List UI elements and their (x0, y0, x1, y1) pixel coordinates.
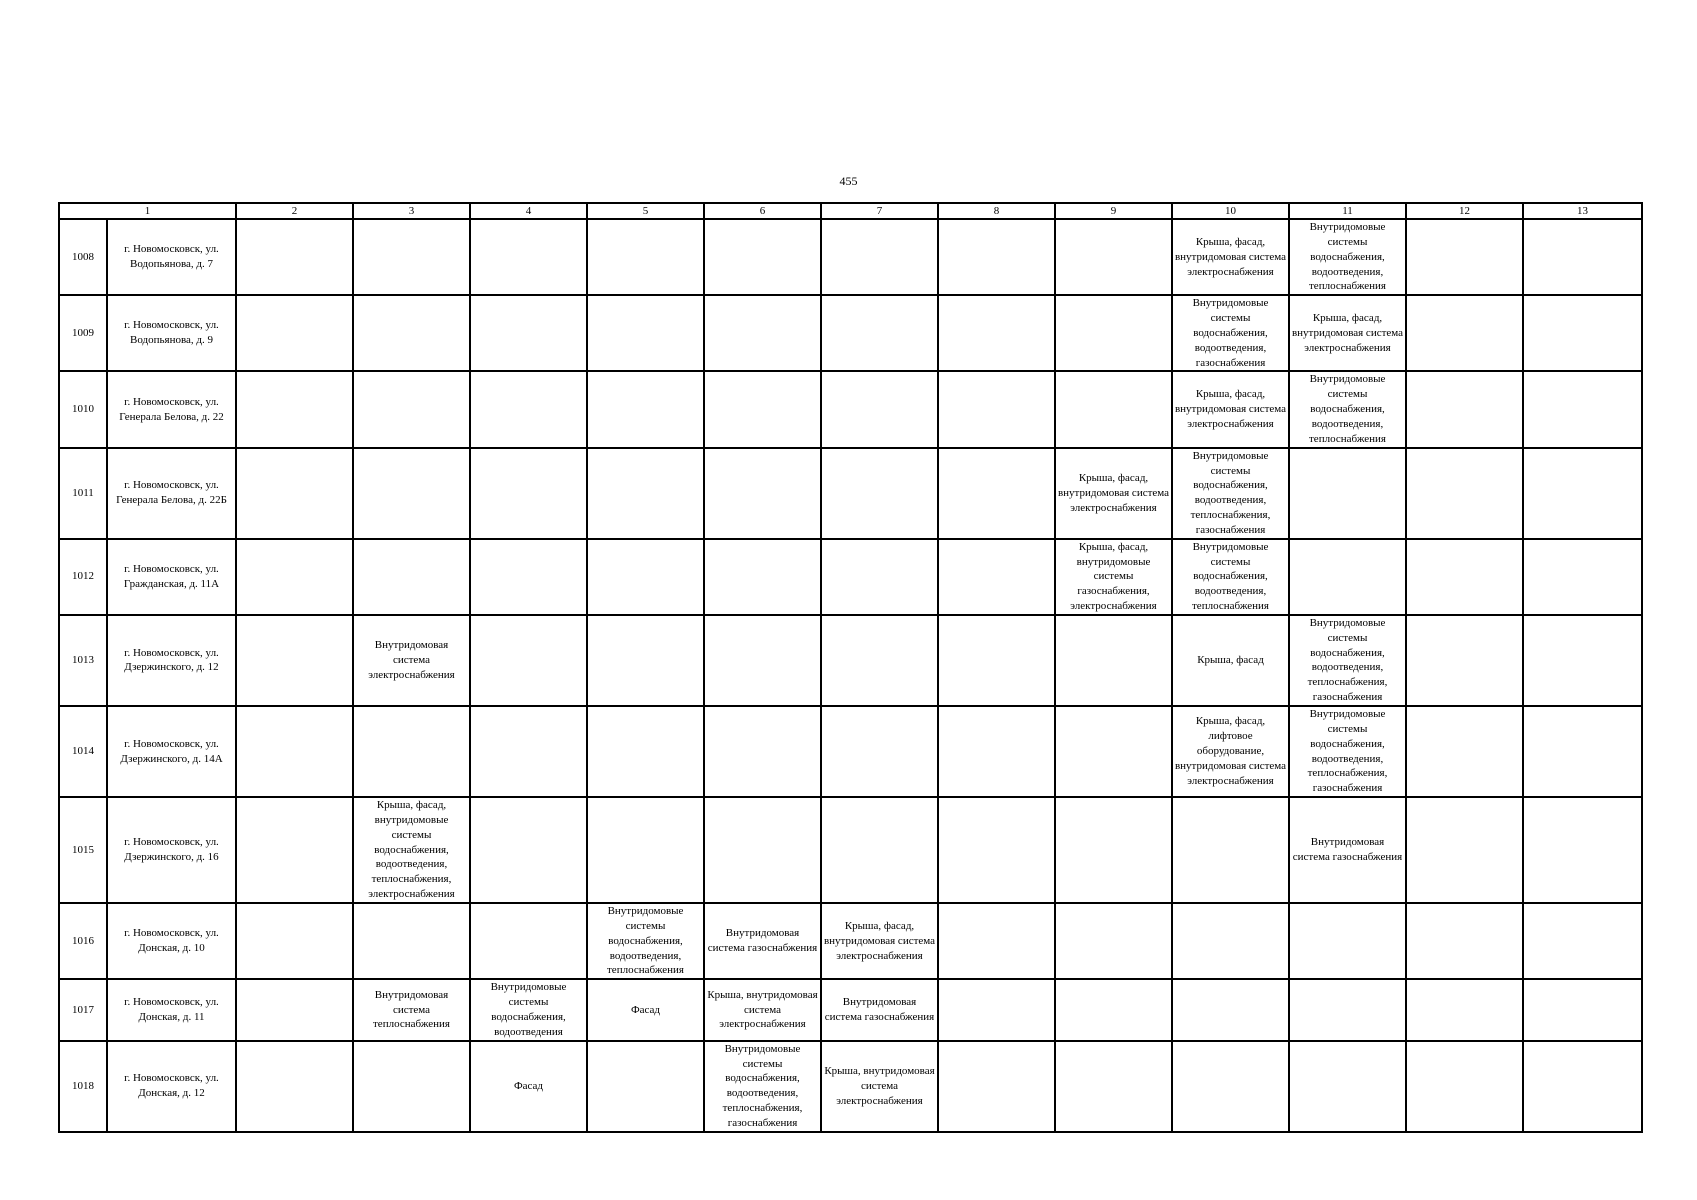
work-cell-col-13 (1523, 797, 1642, 903)
address-cell: г. Новомосковск, ул. Водопьянова, д. 7 (107, 219, 236, 295)
work-cell-col-2 (236, 706, 353, 797)
work-cell-col-5 (587, 797, 704, 903)
row-number-cell: 1011 (59, 448, 107, 539)
address-cell: г. Новомосковск, ул. Дзержинского, д. 16 (107, 797, 236, 903)
work-cell-col-7 (821, 797, 938, 903)
row-number-cell: 1016 (59, 903, 107, 979)
work-cell-col-3: Крыша, фасад, внутридомовые системы водоснабжения, водоотведения, теплоснабжения, электроснабжения (353, 797, 470, 903)
work-cell-col-2 (236, 797, 353, 903)
column-header: 9 (1055, 203, 1172, 219)
work-cell-col-7 (821, 295, 938, 371)
row-number-cell: 1009 (59, 295, 107, 371)
table-row (59, 706, 1642, 797)
work-cell-col-13 (1523, 903, 1642, 979)
work-cell-col-8 (938, 797, 1055, 903)
address-cell: г. Новомосковск, ул. Генерала Белова, д. 22 (107, 371, 236, 447)
row-number-cell: 1008 (59, 219, 107, 295)
work-cell-col-12 (1406, 219, 1523, 295)
column-header: 8 (938, 203, 1055, 219)
work-cell-col-4 (470, 706, 587, 797)
work-cell-col-2 (236, 539, 353, 615)
address-cell: г. Новомосковск, ул. Донская, д. 11 (107, 979, 236, 1040)
work-cell-col-6 (704, 615, 821, 706)
work-cell-col-13 (1523, 219, 1642, 295)
work-cell-col-7 (821, 706, 938, 797)
address-cell: г. Новомосковск, ул. Гражданская, д. 11А (107, 539, 236, 615)
work-cell-col-5 (587, 1041, 704, 1132)
work-cell-col-5 (587, 448, 704, 539)
work-cell-col-5 (587, 219, 704, 295)
row-number-cell: 1017 (59, 979, 107, 1040)
work-cell-col-3 (353, 903, 470, 979)
work-cell-col-11: Внутридомовые системы водоснабжения, водоотведения, теплоснабжения, газоснабжения (1289, 615, 1406, 706)
work-cell-col-8 (938, 219, 1055, 295)
work-cell-col-6: Внутридомовая система газоснабжения (704, 903, 821, 979)
work-cell-col-3: Внутридомовая система теплоснабжения (353, 979, 470, 1040)
work-cell-col-10: Внутридомовые системы водоснабжения, водоотведения, теплоснабжения (1172, 539, 1289, 615)
table-row (59, 539, 1642, 615)
work-cell-col-3 (353, 1041, 470, 1132)
work-cell-col-2 (236, 1041, 353, 1132)
work-cell-col-5 (587, 615, 704, 706)
work-cell-col-10: Крыша, фасад, лифтовое оборудование, внутридомовая система электроснабжения (1172, 706, 1289, 797)
work-cell-col-7 (821, 219, 938, 295)
table-row (59, 219, 1642, 295)
work-cell-col-9: Крыша, фасад, внутридомовая система электроснабжения (1055, 448, 1172, 539)
work-cell-col-3 (353, 219, 470, 295)
work-cell-col-2 (236, 295, 353, 371)
work-cell-col-10: Крыша, фасад, внутридомовая система электроснабжения (1172, 371, 1289, 447)
work-cell-col-11 (1289, 979, 1406, 1040)
work-cell-col-5 (587, 539, 704, 615)
work-cell-col-2 (236, 903, 353, 979)
column-header: 7 (821, 203, 938, 219)
work-cell-col-11 (1289, 1041, 1406, 1132)
work-cell-col-4 (470, 448, 587, 539)
work-cell-col-8 (938, 706, 1055, 797)
work-cell-col-11: Внутридомовые системы водоснабжения, водоотведения, теплоснабжения, газоснабжения (1289, 706, 1406, 797)
work-cell-col-10: Крыша, фасад, внутридомовая система электроснабжения (1172, 219, 1289, 295)
work-cell-col-12 (1406, 615, 1523, 706)
work-cell-col-13 (1523, 615, 1642, 706)
work-cell-col-6 (704, 448, 821, 539)
table-row (59, 371, 1642, 447)
column-header: 5 (587, 203, 704, 219)
work-cell-col-7 (821, 448, 938, 539)
row-number-cell: 1013 (59, 615, 107, 706)
work-cell-col-3 (353, 706, 470, 797)
work-cell-col-13 (1523, 539, 1642, 615)
work-cell-col-11 (1289, 539, 1406, 615)
work-cell-col-8 (938, 448, 1055, 539)
work-cell-col-4 (470, 371, 587, 447)
work-cell-col-4 (470, 539, 587, 615)
work-cell-col-6 (704, 295, 821, 371)
work-cell-col-2 (236, 448, 353, 539)
work-cell-col-9 (1055, 219, 1172, 295)
work-cell-col-6 (704, 797, 821, 903)
row-number-cell: 1015 (59, 797, 107, 903)
work-cell-col-6 (704, 219, 821, 295)
table-row (59, 448, 1642, 539)
work-cell-col-8 (938, 1041, 1055, 1132)
work-cell-col-3: Внутридомовая система электроснабжения (353, 615, 470, 706)
work-cell-col-9 (1055, 706, 1172, 797)
table-row (59, 903, 1642, 979)
work-cell-col-12 (1406, 1041, 1523, 1132)
work-cell-col-3 (353, 539, 470, 615)
work-cell-col-6 (704, 371, 821, 447)
work-cell-col-4: Фасад (470, 1041, 587, 1132)
work-cell-col-6 (704, 706, 821, 797)
table-row (59, 979, 1642, 1040)
work-cell-col-8 (938, 295, 1055, 371)
work-cell-col-6 (704, 539, 821, 615)
work-cell-col-6: Внутридомовые системы водоснабжения, водоотведения, теплоснабжения, газоснабжения (704, 1041, 821, 1132)
work-cell-col-9: Крыша, фасад, внутридомовые системы газоснабжения, электроснабжения (1055, 539, 1172, 615)
work-cell-col-7: Крыша, внутридомовая система электроснабжения (821, 1041, 938, 1132)
work-cell-col-12 (1406, 448, 1523, 539)
page-number: 455 (839, 174, 858, 188)
work-cell-col-11: Внутридомовая система газоснабжения (1289, 797, 1406, 903)
work-cell-col-11: Внутридомовые системы водоснабжения, водоотведения, теплоснабжения (1289, 219, 1406, 295)
work-cell-col-10 (1172, 797, 1289, 903)
column-header: 4 (470, 203, 587, 219)
work-cell-col-3 (353, 295, 470, 371)
work-cell-col-13 (1523, 448, 1642, 539)
work-cell-col-13 (1523, 706, 1642, 797)
work-cell-col-13 (1523, 371, 1642, 447)
work-cell-col-5: Внутридомовые системы водоснабжения, водоотведения, теплоснабжения (587, 903, 704, 979)
work-cell-col-9 (1055, 979, 1172, 1040)
work-cell-col-8 (938, 979, 1055, 1040)
work-cell-col-4 (470, 219, 587, 295)
address-cell: г. Новомосковск, ул. Донская, д. 12 (107, 1041, 236, 1132)
address-cell: г. Новомосковск, ул. Дзержинского, д. 14А (107, 706, 236, 797)
table-body (59, 219, 1642, 1132)
work-cell-col-5: Фасад (587, 979, 704, 1040)
address-cell: г. Новомосковск, ул. Дзержинского, д. 12 (107, 615, 236, 706)
work-cell-col-7 (821, 539, 938, 615)
work-cell-col-12 (1406, 295, 1523, 371)
work-cell-col-2 (236, 615, 353, 706)
address-cell: г. Новомосковск, ул. Донская, д. 10 (107, 903, 236, 979)
table-row (59, 615, 1642, 706)
work-cell-col-7 (821, 615, 938, 706)
column-header: 11 (1289, 203, 1406, 219)
column-header: 10 (1172, 203, 1289, 219)
work-cell-col-8 (938, 539, 1055, 615)
work-cell-col-12 (1406, 706, 1523, 797)
work-cell-col-7 (821, 371, 938, 447)
row-number-cell: 1010 (59, 371, 107, 447)
row-number-cell: 1018 (59, 1041, 107, 1132)
work-cell-col-12 (1406, 979, 1523, 1040)
row-number-cell: 1014 (59, 706, 107, 797)
work-cell-col-13 (1523, 295, 1642, 371)
work-cell-col-11: Крыша, фасад, внутридомовая система электроснабжения (1289, 295, 1406, 371)
address-cell: г. Новомосковск, ул. Генерала Белова, д. 22Б (107, 448, 236, 539)
work-cell-col-9 (1055, 295, 1172, 371)
work-cell-col-9 (1055, 797, 1172, 903)
work-cell-col-8 (938, 371, 1055, 447)
work-cell-col-5 (587, 295, 704, 371)
work-cell-col-9 (1055, 615, 1172, 706)
work-cell-col-10 (1172, 903, 1289, 979)
table-row (59, 295, 1642, 371)
work-cell-col-10: Внутридомовые системы водоснабжения, водоотведения, газоснабжения (1172, 295, 1289, 371)
work-cell-col-8 (938, 615, 1055, 706)
work-cell-col-12 (1406, 539, 1523, 615)
work-cell-col-10 (1172, 979, 1289, 1040)
work-cell-col-13 (1523, 979, 1642, 1040)
work-cell-col-10 (1172, 1041, 1289, 1132)
column-header: 2 (236, 203, 353, 219)
work-cell-col-8 (938, 903, 1055, 979)
column-header: 1 (59, 203, 236, 219)
address-cell: г. Новомосковск, ул. Водопьянова, д. 9 (107, 295, 236, 371)
work-cell-col-6: Крыша, внутридомовая система электроснабжения (704, 979, 821, 1040)
column-header: 13 (1523, 203, 1642, 219)
work-cell-col-12 (1406, 903, 1523, 979)
table-row (59, 1041, 1642, 1132)
work-cell-col-12 (1406, 797, 1523, 903)
column-header: 12 (1406, 203, 1523, 219)
work-cell-col-13 (1523, 1041, 1642, 1132)
work-cell-col-2 (236, 371, 353, 447)
work-cell-col-10: Крыша, фасад (1172, 615, 1289, 706)
column-header: 3 (353, 203, 470, 219)
work-cell-col-10: Внутридомовые системы водоснабжения, водоотведения, теплоснабжения, газоснабжения (1172, 448, 1289, 539)
table-row (59, 797, 1642, 903)
work-cell-col-4 (470, 797, 587, 903)
work-cell-col-4 (470, 615, 587, 706)
header-row (59, 203, 1642, 219)
work-cell-col-12 (1406, 371, 1523, 447)
work-cell-col-2 (236, 979, 353, 1040)
work-cell-col-2 (236, 219, 353, 295)
work-cell-col-9 (1055, 903, 1172, 979)
work-cell-col-4: Внутридомовые системы водоснабжения, водоотведения (470, 979, 587, 1040)
work-cell-col-9 (1055, 1041, 1172, 1132)
work-cell-col-11 (1289, 448, 1406, 539)
repair-schedule-table (58, 202, 1643, 1133)
column-header: 6 (704, 203, 821, 219)
work-cell-col-9 (1055, 371, 1172, 447)
work-cell-col-3 (353, 371, 470, 447)
work-cell-col-7: Внутридомовая система газоснабжения (821, 979, 938, 1040)
work-cell-col-3 (353, 448, 470, 539)
work-cell-col-5 (587, 371, 704, 447)
work-cell-col-11 (1289, 903, 1406, 979)
work-cell-col-7: Крыша, фасад, внутридомовая система электроснабжения (821, 903, 938, 979)
work-cell-col-4 (470, 903, 587, 979)
work-cell-col-11: Внутридомовые системы водоснабжения, водоотведения, теплоснабжения (1289, 371, 1406, 447)
row-number-cell: 1012 (59, 539, 107, 615)
work-cell-col-5 (587, 706, 704, 797)
work-cell-col-4 (470, 295, 587, 371)
